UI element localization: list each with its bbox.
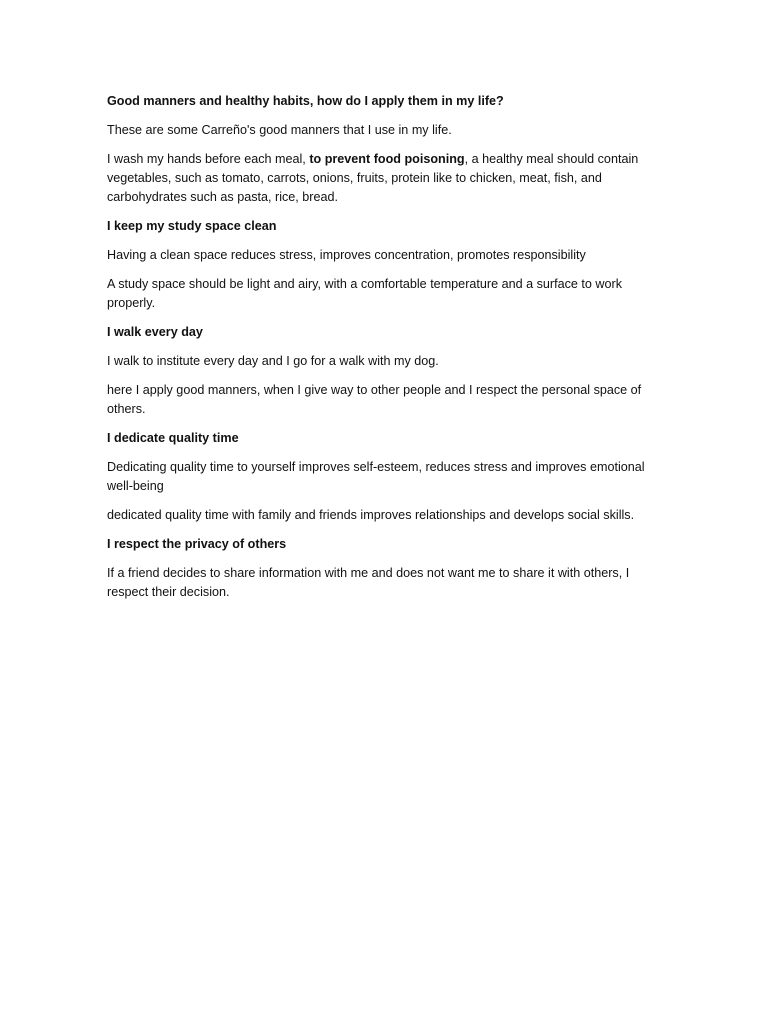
handwash-text-before: I wash my hands before each meal, [107,152,310,166]
section-heading-study-space: I keep my study space clean [107,219,277,233]
privacy-paragraph-1: If a friend decides to share information with me and does not want me to share it with others, I respect their decision. [107,566,630,599]
section-heading-walk: I walk every day [107,325,203,339]
walk-paragraph-1: I walk to institute every day and I go for a walk with my dog. [107,354,439,368]
study-space-paragraph-1: Having a clean space reduces stress, improves concentration, promotes responsibility [107,248,586,262]
document-title: Good manners and healthy habits, how do I apply them in my life? [107,94,504,108]
document-body [107,92,663,612]
handwash-paragraph [107,150,663,207]
section-heading-quality-time: I dedicate quality time [107,431,239,445]
handwash-emphasis: to prevent food poisoning [309,152,465,166]
handwash-text-after: , a healthy meal should contain vegetables, such as tomato, carrots, onions, fruits, protein like to chicken, meat, fish, and carbohydrates such as pasta, rice, bread. [107,152,639,204]
study-space-paragraph-2: A study space should be light and airy, with a comfortable temperature and a surface to work properly. [107,277,622,310]
quality-time-paragraph-1: Dedicating quality time to yourself improves self-esteem, reduces stress and improves emotional well-being [107,460,645,493]
intro-paragraph: These are some Carreño's good manners that I use in my life. [107,123,452,137]
walk-paragraph-2: here I apply good manners, when I give way to other people and I respect the personal space of others. [107,383,642,416]
section-heading-privacy: I respect the privacy of others [107,537,287,551]
quality-time-paragraph-2: dedicated quality time with family and friends improves relationships and develops social skills. [107,508,635,522]
